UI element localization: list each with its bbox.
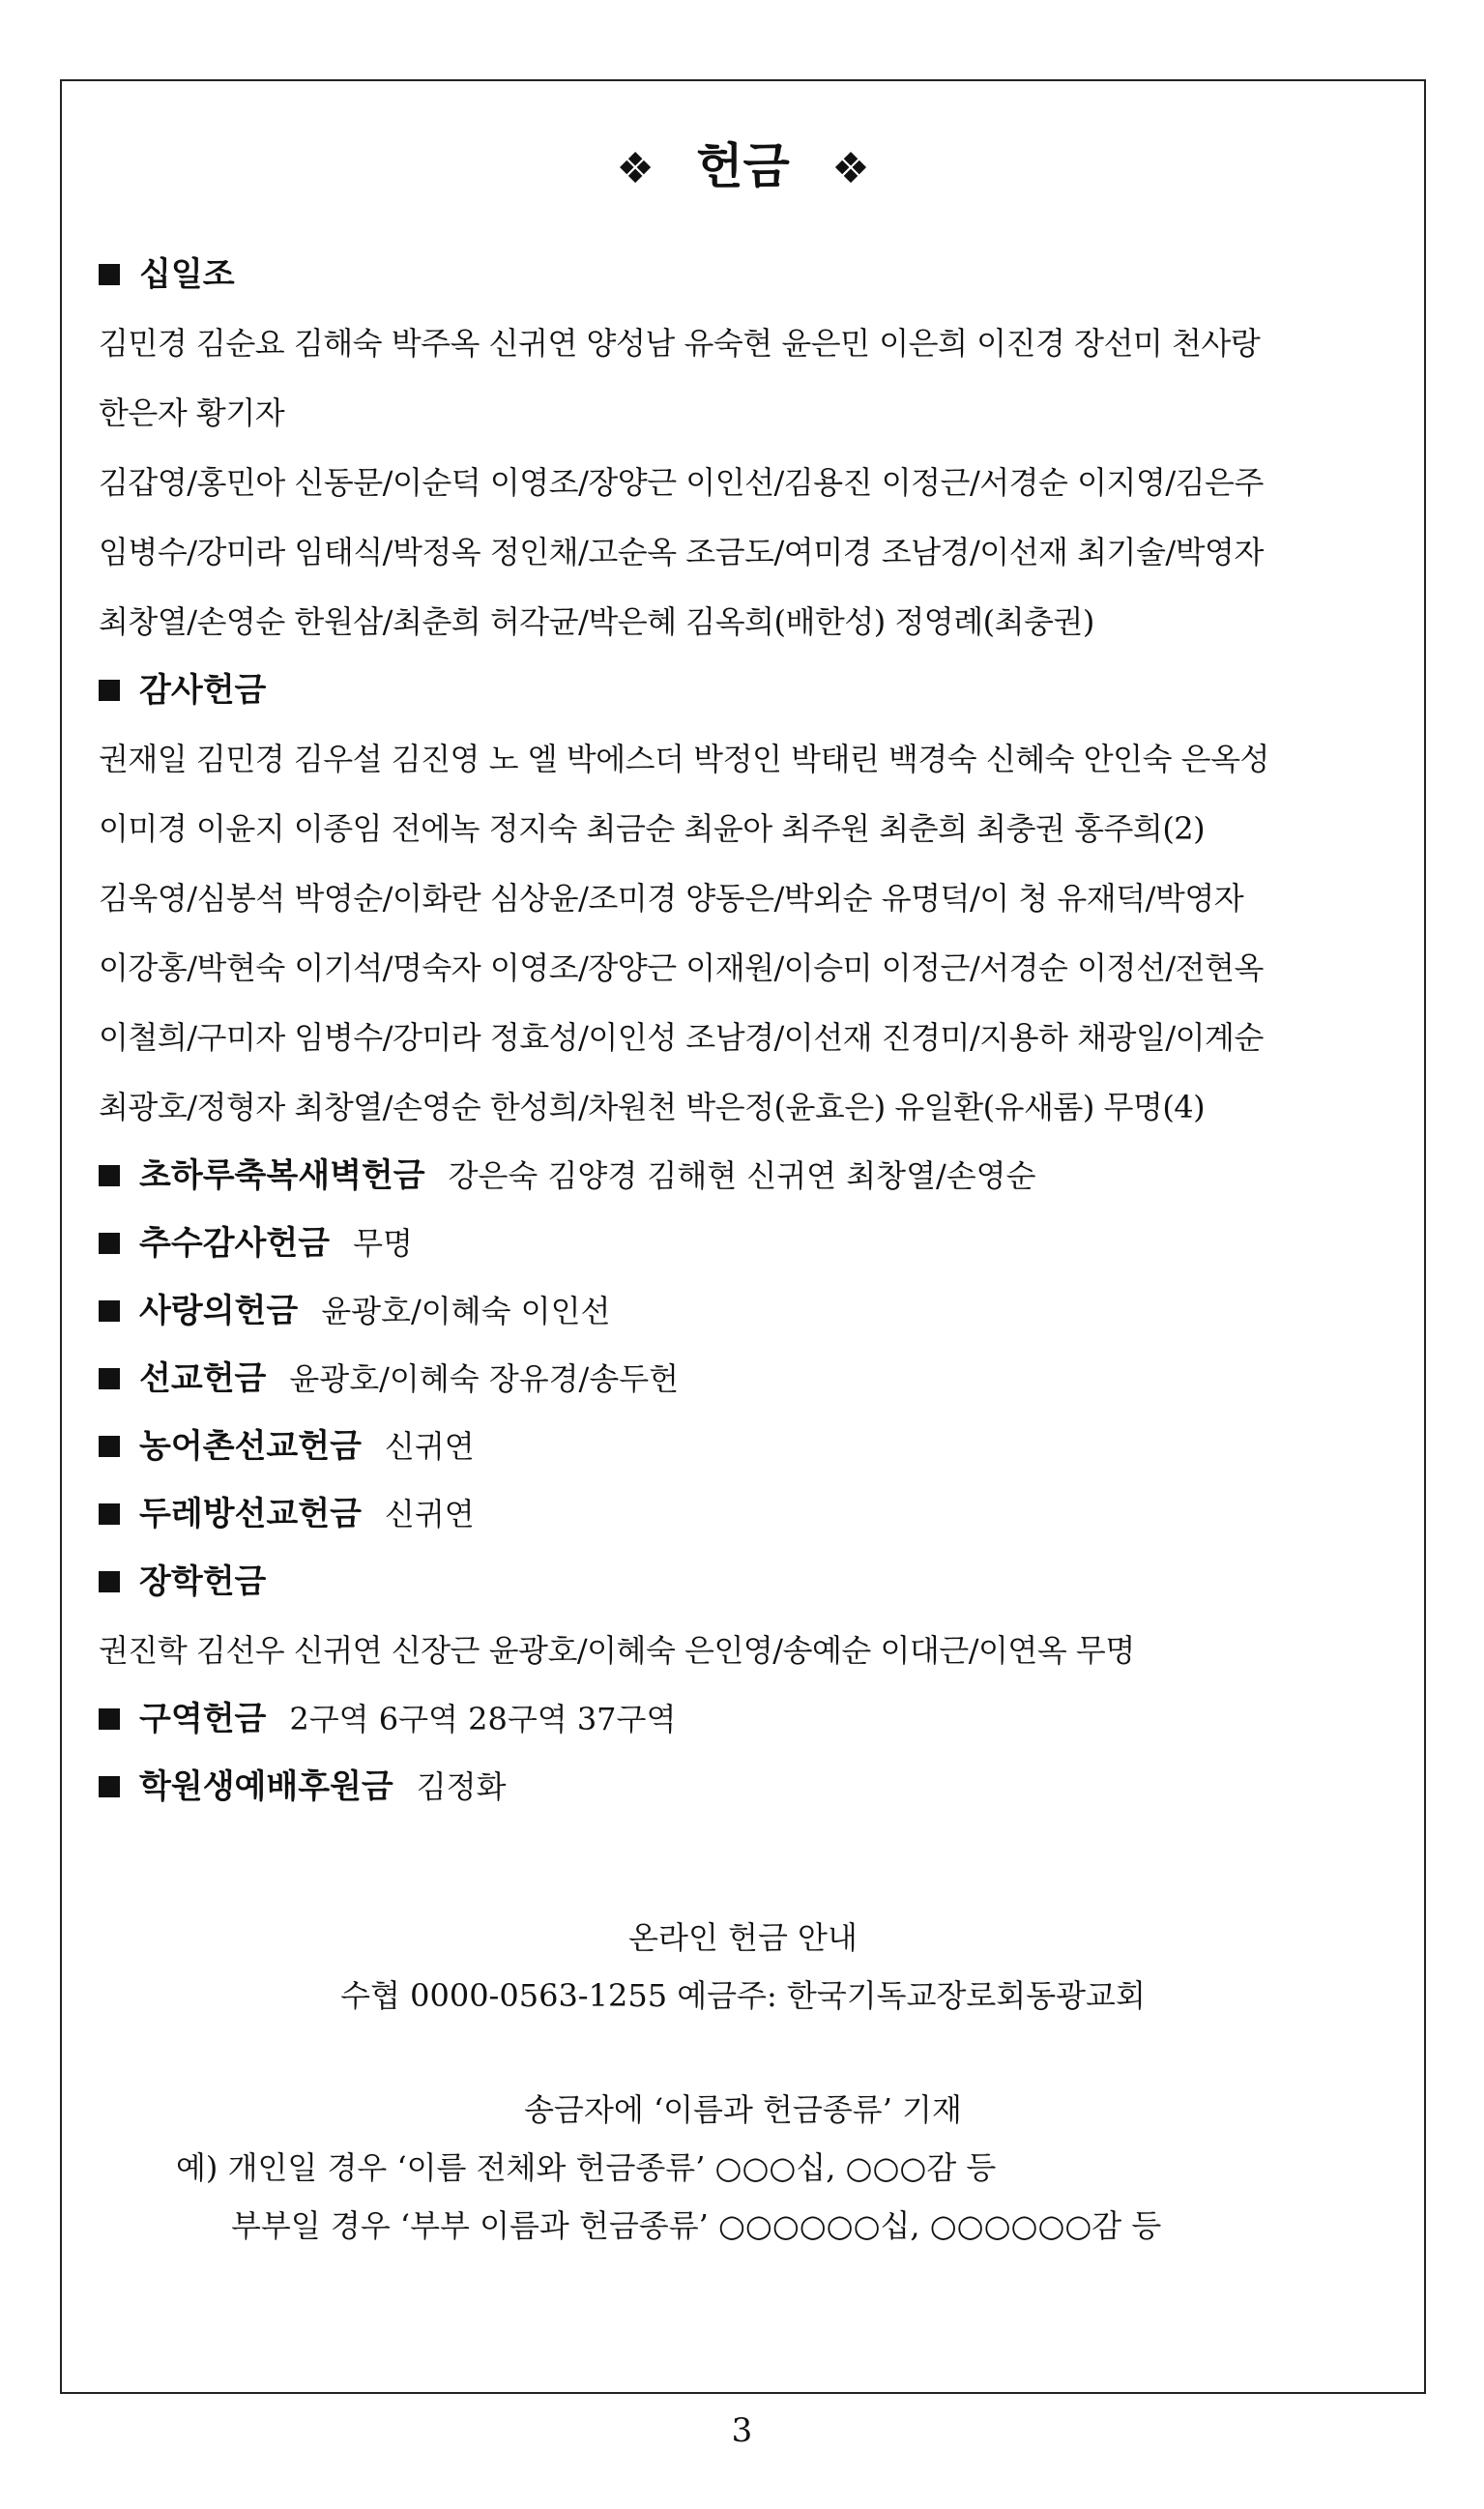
section-heading-dawn: 초하루축복새벽헌금 강은숙 김양경 김해현 신귀연 최창열/손영순	[99, 1142, 1405, 1210]
name-line: 이강홍/박현숙 이기석/명숙자 이영조/장양근 이재원/이승미 이정근/서경순 이정선/전현옥	[99, 949, 1264, 986]
diamond-ornament-icon: ❖	[831, 144, 870, 193]
bank-account: 수협 0000-0563-1255 예금주: 한국기독교장로회동광교회	[340, 1977, 1146, 2014]
section-names: 윤광호/이혜숙 장유경/송두헌	[289, 1360, 680, 1397]
name-line: 임병수/강미라 임태식/박정옥 정인채/고순옥 조금도/여미경 조남경/이선재 최기술/박영자	[99, 534, 1264, 570]
page-title	[62, 128, 1424, 197]
name-line: 권재일 김민경 김우설 김진영 노 엘 박에스더 박정인 박태린 백경숙 신혜숙 안인숙 은옥성	[99, 741, 1269, 777]
square-bullet-icon	[99, 1708, 120, 1730]
online-heading: 온라인 헌금 안내	[628, 1919, 858, 1956]
name-line: 이철희/구미자 임병수/강미라 정효성/이인성 조남경/이선재 진경미/지용하 채광일/이계순	[99, 1019, 1264, 1056]
transfer-instruction: 송금자에 ‘이름과 헌금종류’ 기재	[524, 2091, 962, 2128]
square-bullet-icon	[99, 1233, 120, 1254]
square-bullet-icon	[99, 1571, 120, 1592]
section-heading-district: 구역헌금 2구역 6구역 28구역 37구역	[99, 1685, 1405, 1753]
section-names: 2구역 6구역 28구역 37구역	[289, 1701, 677, 1737]
square-bullet-icon	[99, 1436, 120, 1457]
section-heading-love: 사랑의헌금 윤광호/이혜숙 이인선	[99, 1277, 1405, 1345]
square-bullet-icon	[99, 264, 120, 285]
online-offering-info	[62, 1909, 1424, 2255]
name-line: 김욱영/심봉석 박영순/이화란 심상윤/조미경 양동은/박외순 유명덕/이 청 유재덕/박영자	[99, 880, 1244, 917]
name-line: 권진학 김선우 신귀연 신장근 윤광호/이혜숙 은인영/송예순 이대근/이연옥 무명	[99, 1632, 1135, 1669]
page-number: 3	[731, 2411, 753, 2450]
square-bullet-icon	[99, 1165, 120, 1186]
section-names: 신귀연	[384, 1496, 475, 1532]
square-bullet-icon	[99, 1503, 120, 1525]
offering-list	[99, 241, 1405, 1821]
square-bullet-icon	[99, 1776, 120, 1797]
name-line: 한은자 황기자	[99, 394, 285, 431]
section-names: 신귀연	[384, 1428, 475, 1465]
name-line: 김민경 김순요 김해숙 박주옥 신귀연 양성남 유숙현 윤은민 이은희 이진경 장선미 천사랑	[99, 325, 1261, 362]
section-names: 김정화	[416, 1768, 507, 1805]
name-line: 김갑영/홍민아 신동문/이순덕 이영조/장양근 이인선/김용진 이정근/서경순 이지영/김은주	[99, 464, 1264, 501]
name-line: 이미경 이윤지 이종임 전에녹 정지숙 최금순 최윤아 최주원 최춘희 최충권 홍주희(2)	[99, 810, 1206, 847]
section-heading-scholarship: 장학헌금	[99, 1548, 1405, 1616]
section-heading-rural: 농어촌선교헌금 신귀연	[99, 1413, 1405, 1480]
section-heading-academy: 학원생예배후원금 김정화	[99, 1753, 1405, 1821]
section-names: 윤광호/이혜숙 이인선	[321, 1293, 611, 1329]
section-heading-thanks: 감사헌금	[99, 656, 1405, 724]
section-heading-durebang: 두레방선교헌금 신귀연	[99, 1480, 1405, 1548]
diamond-ornament-icon: ❖	[616, 144, 655, 193]
section-heading-mission: 선교헌금 윤광호/이혜숙 장유경/송두헌	[99, 1345, 1405, 1413]
square-bullet-icon	[99, 680, 120, 701]
page-title-text: 헌금	[696, 138, 790, 194]
name-line: 최창열/손영순 한원삼/최춘희 허각균/박은혜 김옥희(배한성) 정영례(최충권)	[99, 603, 1094, 640]
section-heading-harvest: 추수감사헌금 무명	[99, 1210, 1405, 1277]
square-bullet-icon	[99, 1368, 120, 1389]
name-line: 최광호/정형자 최창열/손영순 한성희/차원천 박은정(윤효은) 유일환(유새롬) 무명(4)	[99, 1089, 1206, 1125]
square-bullet-icon	[99, 1300, 120, 1322]
section-names: 강은숙 김양경 김해현 신귀연 최창열/손영순	[448, 1157, 1036, 1194]
example-couple: 부부일 경우 ‘부부 이름과 헌금종류’ ○○○○○○십, ○○○○○○감 등	[231, 2207, 1162, 2244]
example-individual: 예) 개인일 경우 ‘이름 전체와 헌금종류’ ○○○십, ○○○감 등	[176, 2149, 997, 2186]
section-names: 무명	[353, 1225, 413, 1262]
section-heading-tithe: 십일조	[99, 241, 1405, 308]
offering-frame	[60, 79, 1426, 2394]
